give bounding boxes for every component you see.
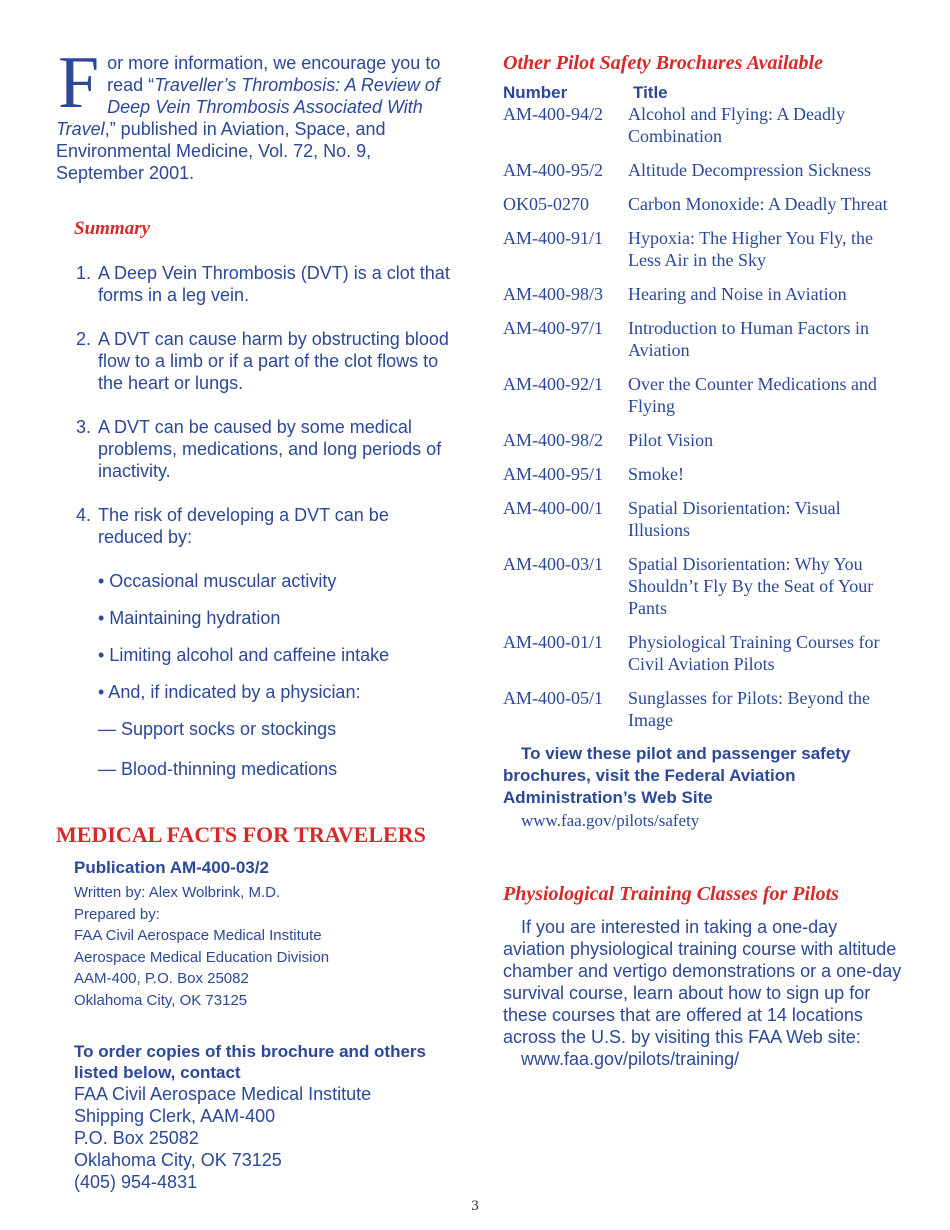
summary-item-text: A DVT can cause harm by obstructing blood flow to a limb or if a part of the clot flows to the heart or lungs.: [98, 329, 449, 393]
brochure-number: AM-400-98/2: [503, 430, 603, 450]
brochure-row: [503, 103, 903, 147]
summary-item-text: A DVT can be caused by some medical problems, medications, and long periods of inactivity.: [98, 417, 442, 481]
brochure-number: AM-400-92/1: [503, 374, 603, 394]
brochure-title: Pilot Vision: [628, 430, 714, 450]
column-number-header: Number: [503, 83, 568, 102]
page-number: 3: [471, 1198, 479, 1214]
brochure-row: [503, 227, 903, 271]
brochure-title: Alcohol and Flying: A Deadly Combination: [628, 104, 845, 146]
summary-item-text: The risk of developing a DVT can be reduced by:: [98, 505, 389, 547]
brochure-row: [503, 497, 903, 541]
prepared-line: Written by: Alex Wolbrink, M.D.: [74, 884, 281, 901]
brochure-table: [503, 103, 903, 731]
brochure-number: AM-400-95/2: [503, 160, 603, 180]
right-column: [503, 52, 903, 1070]
brochure-number: AM-400-05/1: [503, 688, 603, 708]
prepared-line: Prepared by:: [74, 905, 160, 923]
brochure-number: AM-400-00/1: [503, 498, 603, 518]
brochure-title: Sunglasses for Pilots: Beyond the Image: [628, 688, 870, 730]
summary-item-text: A Deep Vein Thrombosis (DVT) is a clot that forms in a leg vein.: [98, 263, 450, 305]
brochure-title: Spatial Disorientation: Why You Shouldn’t Fly By the Seat of Your Pants: [628, 554, 874, 618]
training-heading: Physiological Training Classes for Pilots: [503, 883, 839, 905]
brochure-number: AM-400-98/3: [503, 284, 603, 304]
brochure-row: [503, 631, 903, 675]
brochure-number: OK05-0270: [503, 194, 589, 214]
publication-number: Publication AM-400-03/2: [74, 858, 269, 877]
prepared-line: Aerospace Medical Education Division: [74, 948, 330, 966]
order-phone: (405) 954-4831: [74, 1172, 198, 1192]
prepared-line: FAA Civil Aerospace Medical Institute: [74, 927, 322, 944]
bullet-item: • Maintaining hydration: [98, 608, 281, 628]
brochure-row: [503, 193, 903, 215]
intro-text-before: or more information, we encourage you to read “: [107, 53, 441, 95]
safety-url-link[interactable]: www.faa.gov/pilots/safety: [521, 811, 700, 830]
summary-list: [56, 262, 456, 548]
brochures-heading: Other Pilot Safety Brochures Available: [503, 52, 823, 74]
prepared-line: Oklahoma City, OK 73125: [74, 991, 248, 1009]
order-address-block: [56, 1083, 456, 1193]
brochure-title: Spatial Disorientation: Visual Illusions: [628, 498, 841, 540]
view-brochures-text: To view these pilot and passenger safety brochures, visit the Federal Aviation Administration’s Web Site: [503, 744, 851, 807]
summary-item: [76, 504, 456, 548]
brochure-row: [503, 429, 903, 451]
brochure-number: AM-400-94/2: [503, 104, 603, 124]
left-column: [56, 42, 456, 1193]
brochure-title: Hypoxia: The Higher You Fly, the Less Air in the Sky: [628, 228, 873, 270]
dash-item: — Blood-thinning medications: [98, 759, 338, 779]
summary-item-number: 2.: [76, 329, 92, 349]
summary-item: [76, 262, 456, 306]
summary-item: [76, 416, 456, 482]
summary-item-number: 1.: [76, 263, 92, 283]
brochure-row: [503, 553, 903, 619]
brochure-title: Hearing and Noise in Aviation: [628, 284, 847, 304]
drop-cap: F: [58, 42, 100, 124]
brochure-row: [503, 159, 903, 181]
summary-item-number: 4.: [76, 505, 92, 525]
brochure-number: AM-400-95/1: [503, 464, 603, 484]
brochure-title: Smoke!: [628, 464, 684, 484]
order-line: Shipping Clerk, AAM-400: [74, 1106, 276, 1126]
brochure-row: [503, 283, 903, 305]
brochure-row: [503, 317, 903, 361]
order-line: FAA Civil Aerospace Medical Institute: [74, 1084, 372, 1104]
bullet-item: • Limiting alcohol and caffeine intake: [98, 645, 390, 665]
brochure-title: Physiological Training Courses for Civil Aviation Pilots: [628, 632, 880, 674]
training-paragraph: If you are interested in taking a one-day aviation physiological training course with altitude chamber and vertigo demonstrations or a one-day survival course, learn about how to sign up for these courses that are offered at 14 locations across the U.S. by visiting this FAA Web site:: [503, 917, 902, 1047]
brochure-number: AM-400-01/1: [503, 632, 603, 652]
brochure-title: Over the Counter Medications and Flying: [628, 374, 877, 416]
article-title: Traveller’s Thrombosis: A Review of Deep Vein Thrombosis Associated With Travel: [56, 75, 440, 139]
bullet-item: • And, if indicated by a physician:: [98, 682, 361, 702]
intro-paragraph: [56, 42, 456, 184]
risk-reduction-list: [56, 570, 456, 780]
dash-item: — Support socks or stockings: [98, 719, 337, 739]
order-line: Oklahoma City, OK 73125: [74, 1150, 282, 1170]
summary-item: [76, 328, 456, 394]
brochure-row: [503, 373, 903, 417]
brochure-number: AM-400-03/1: [503, 554, 603, 574]
prepared-by-block: [56, 882, 456, 1011]
medical-facts-heading: MEDICAL FACTS FOR TRAVELERS: [56, 822, 426, 847]
brochure-title: Carbon Monoxide: A Deadly Threat: [628, 194, 888, 214]
brochure-title: Introduction to Human Factors in Aviation: [628, 318, 869, 360]
brochure-title: Altitude Decompression Sickness: [628, 160, 871, 180]
brochure-number: AM-400-97/1: [503, 318, 603, 338]
brochure-row: [503, 463, 903, 485]
brochure-number: AM-400-91/1: [503, 228, 603, 248]
brochure-row: [503, 687, 903, 731]
order-heading: To order copies of this brochure and others listed below, contact: [74, 1042, 427, 1082]
brochure-table-header: [503, 83, 903, 103]
prepared-line: AAM-400, P.O. Box 25082: [74, 970, 249, 987]
bullet-item: • Occasional muscular activity: [98, 571, 337, 591]
column-title-header: Title: [633, 83, 668, 102]
summary-item-number: 3.: [76, 417, 92, 437]
order-line: P.O. Box 25082: [74, 1128, 199, 1148]
summary-heading: Summary: [74, 218, 151, 239]
view-brochures-note: [503, 743, 903, 809]
intro-text-after: ,” published in Aviation, Space, and Environmental Medicine, Vol. 72, No. 9, September 2001.: [56, 119, 386, 183]
training-url-link[interactable]: www.faa.gov/pilots/training/: [521, 1049, 740, 1069]
